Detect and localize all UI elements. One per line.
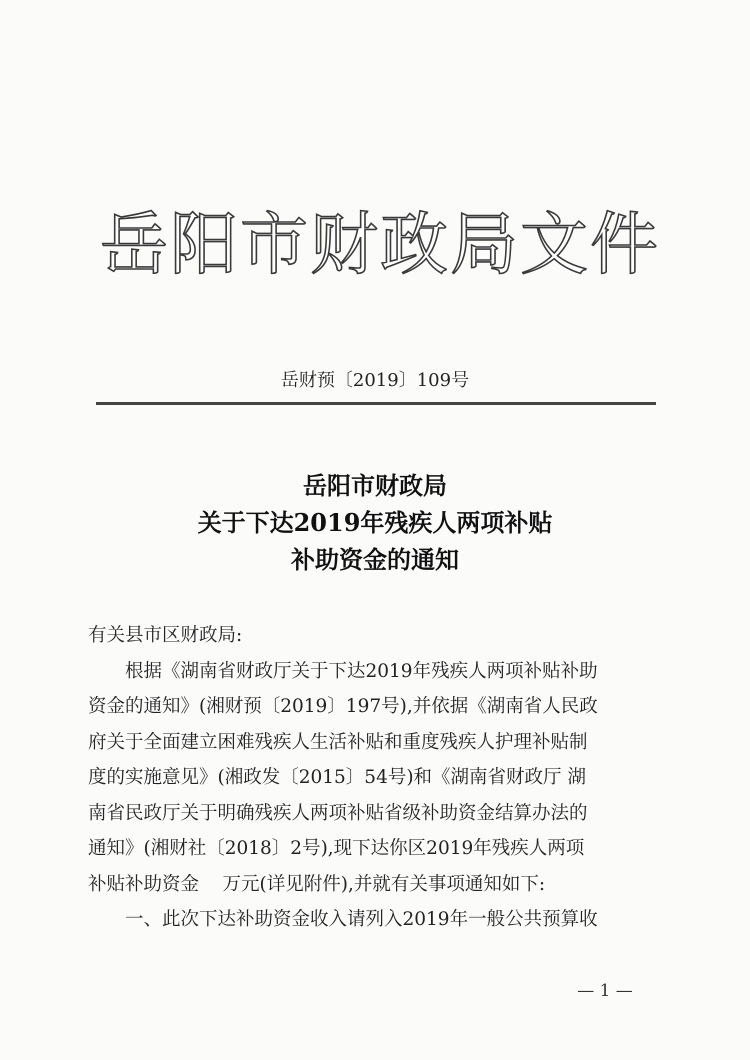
title-line-issuer: 岳阳市财政局 <box>303 471 447 500</box>
title-line-subject: 关于下达2019年残疾人两项补贴 <box>197 508 553 537</box>
document-number: 岳财预〔2019〕109号 <box>280 370 470 391</box>
body-line-4: 度的实施意见》(湘政发〔2015〕54号)和《湖南省财政厅 湖 <box>88 767 586 788</box>
body-line-7: 补贴补助资金 万元(详见附件),并就有关事项通知如下: <box>88 873 546 895</box>
body-line-1: 根据《湖南省财政厅关于下达2019年残疾人两项补贴补助 <box>125 660 598 682</box>
body-line-2: 资金的通知》(湘财预〔2019〕197号),并依据《湖南省人民政 <box>88 696 598 717</box>
body-line-5: 南省民政厅关于明确残疾人两项补贴省级补助资金结算办法的 <box>88 802 588 824</box>
notice-body <box>88 618 648 938</box>
notice-title <box>0 467 750 578</box>
masthead-title: 岳阳市财政局文件 <box>100 206 661 285</box>
title-line-type: 补助资金的通知 <box>291 545 459 574</box>
body-line-8: 一、此次下达补助资金收入请列入2019年一般公共预算收 <box>125 909 598 930</box>
body-line-3: 府关于全面建立困难残疾人生活补贴和重度残疾人护理补贴制 <box>88 731 588 753</box>
header-rule <box>96 402 656 405</box>
page-number: — 1 — <box>577 981 633 1001</box>
salutation: 有关县市区财政局: <box>88 625 243 646</box>
body-line-6: 通知》(湘财社〔2018〕2号),现下达你区2019年残疾人两项 <box>88 838 585 859</box>
